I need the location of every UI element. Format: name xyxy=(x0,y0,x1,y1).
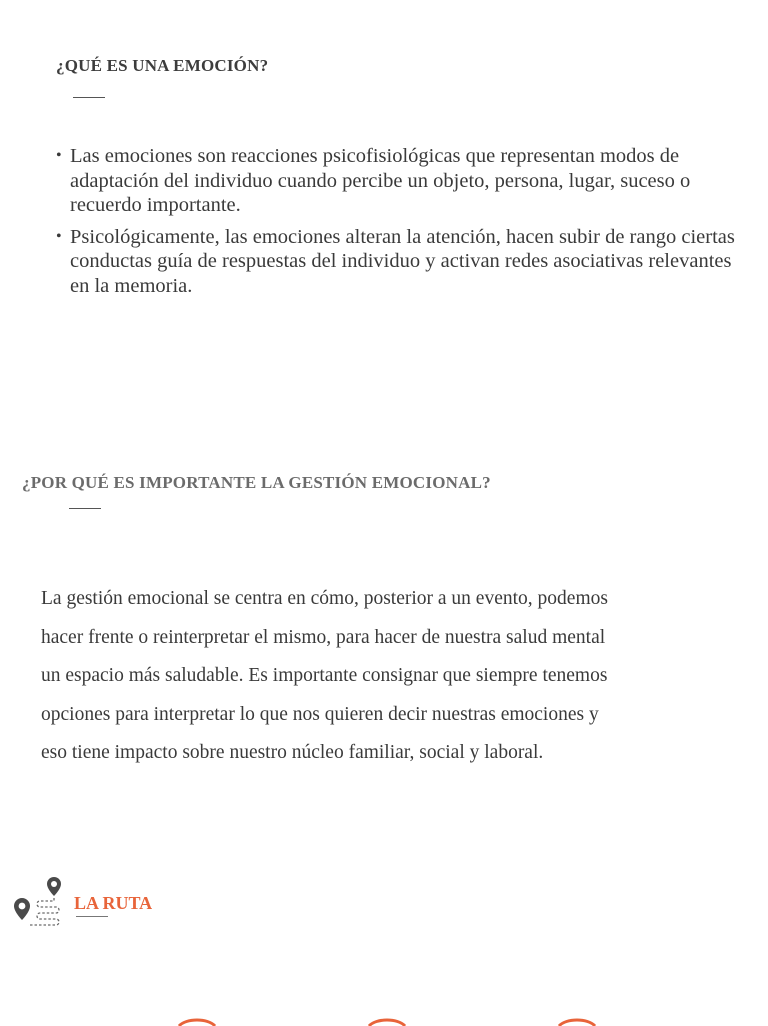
route-map-icon xyxy=(10,874,68,930)
decorative-circle xyxy=(176,1018,218,1026)
paragraph-line: La gestión emocional se centra en cómo, posterior a un evento, podemos xyxy=(41,588,608,609)
bullet-item xyxy=(56,225,736,299)
emotion-bullet-list xyxy=(56,144,736,305)
bullet-dot: • xyxy=(56,147,62,164)
paragraph-line: un espacio más saludable. Es importante consignar que siempre tenemos xyxy=(41,665,608,686)
paragraph-line: eso tiene impacto sobre nuestro núcleo familiar, social y laboral. xyxy=(41,742,544,763)
bullet-text: Psicológicamente, las emociones alteran la atención, hacen subir de rango ciertas conductas guía de respuestas del individuo y activan redes asociativas relevantes en la memoria. xyxy=(70,225,735,297)
bullet-dot: • xyxy=(56,227,62,245)
route-label: LA RUTA xyxy=(74,893,153,913)
section-title-emotional-management: ¿POR QUÉ ES IMPORTANTE LA GESTIÓN EMOCIONAL? xyxy=(22,473,491,492)
decorative-circle xyxy=(366,1018,408,1026)
emotional-management-paragraph xyxy=(41,580,608,773)
bullet-item xyxy=(56,144,736,218)
title-underline xyxy=(73,97,105,98)
paragraph-line: opciones para interpretar lo que nos quieren decir nuestras emociones y xyxy=(41,703,599,725)
paragraph-line: hacer frente o reinterpretar el mismo, para hacer de nuestra salud mental xyxy=(41,626,606,648)
title-underline xyxy=(69,508,101,509)
decorative-circle xyxy=(556,1018,598,1026)
section-title-emotion: ¿QUÉ ES UNA EMOCIÓN? xyxy=(56,56,269,75)
route-underline xyxy=(76,916,108,917)
bullet-text: Las emociones son reacciones psicofisiológicas que representan modos de adaptación del individuo cuando percibe un objeto, persona, lugar, suceso o recuerdo importante. xyxy=(70,145,691,216)
